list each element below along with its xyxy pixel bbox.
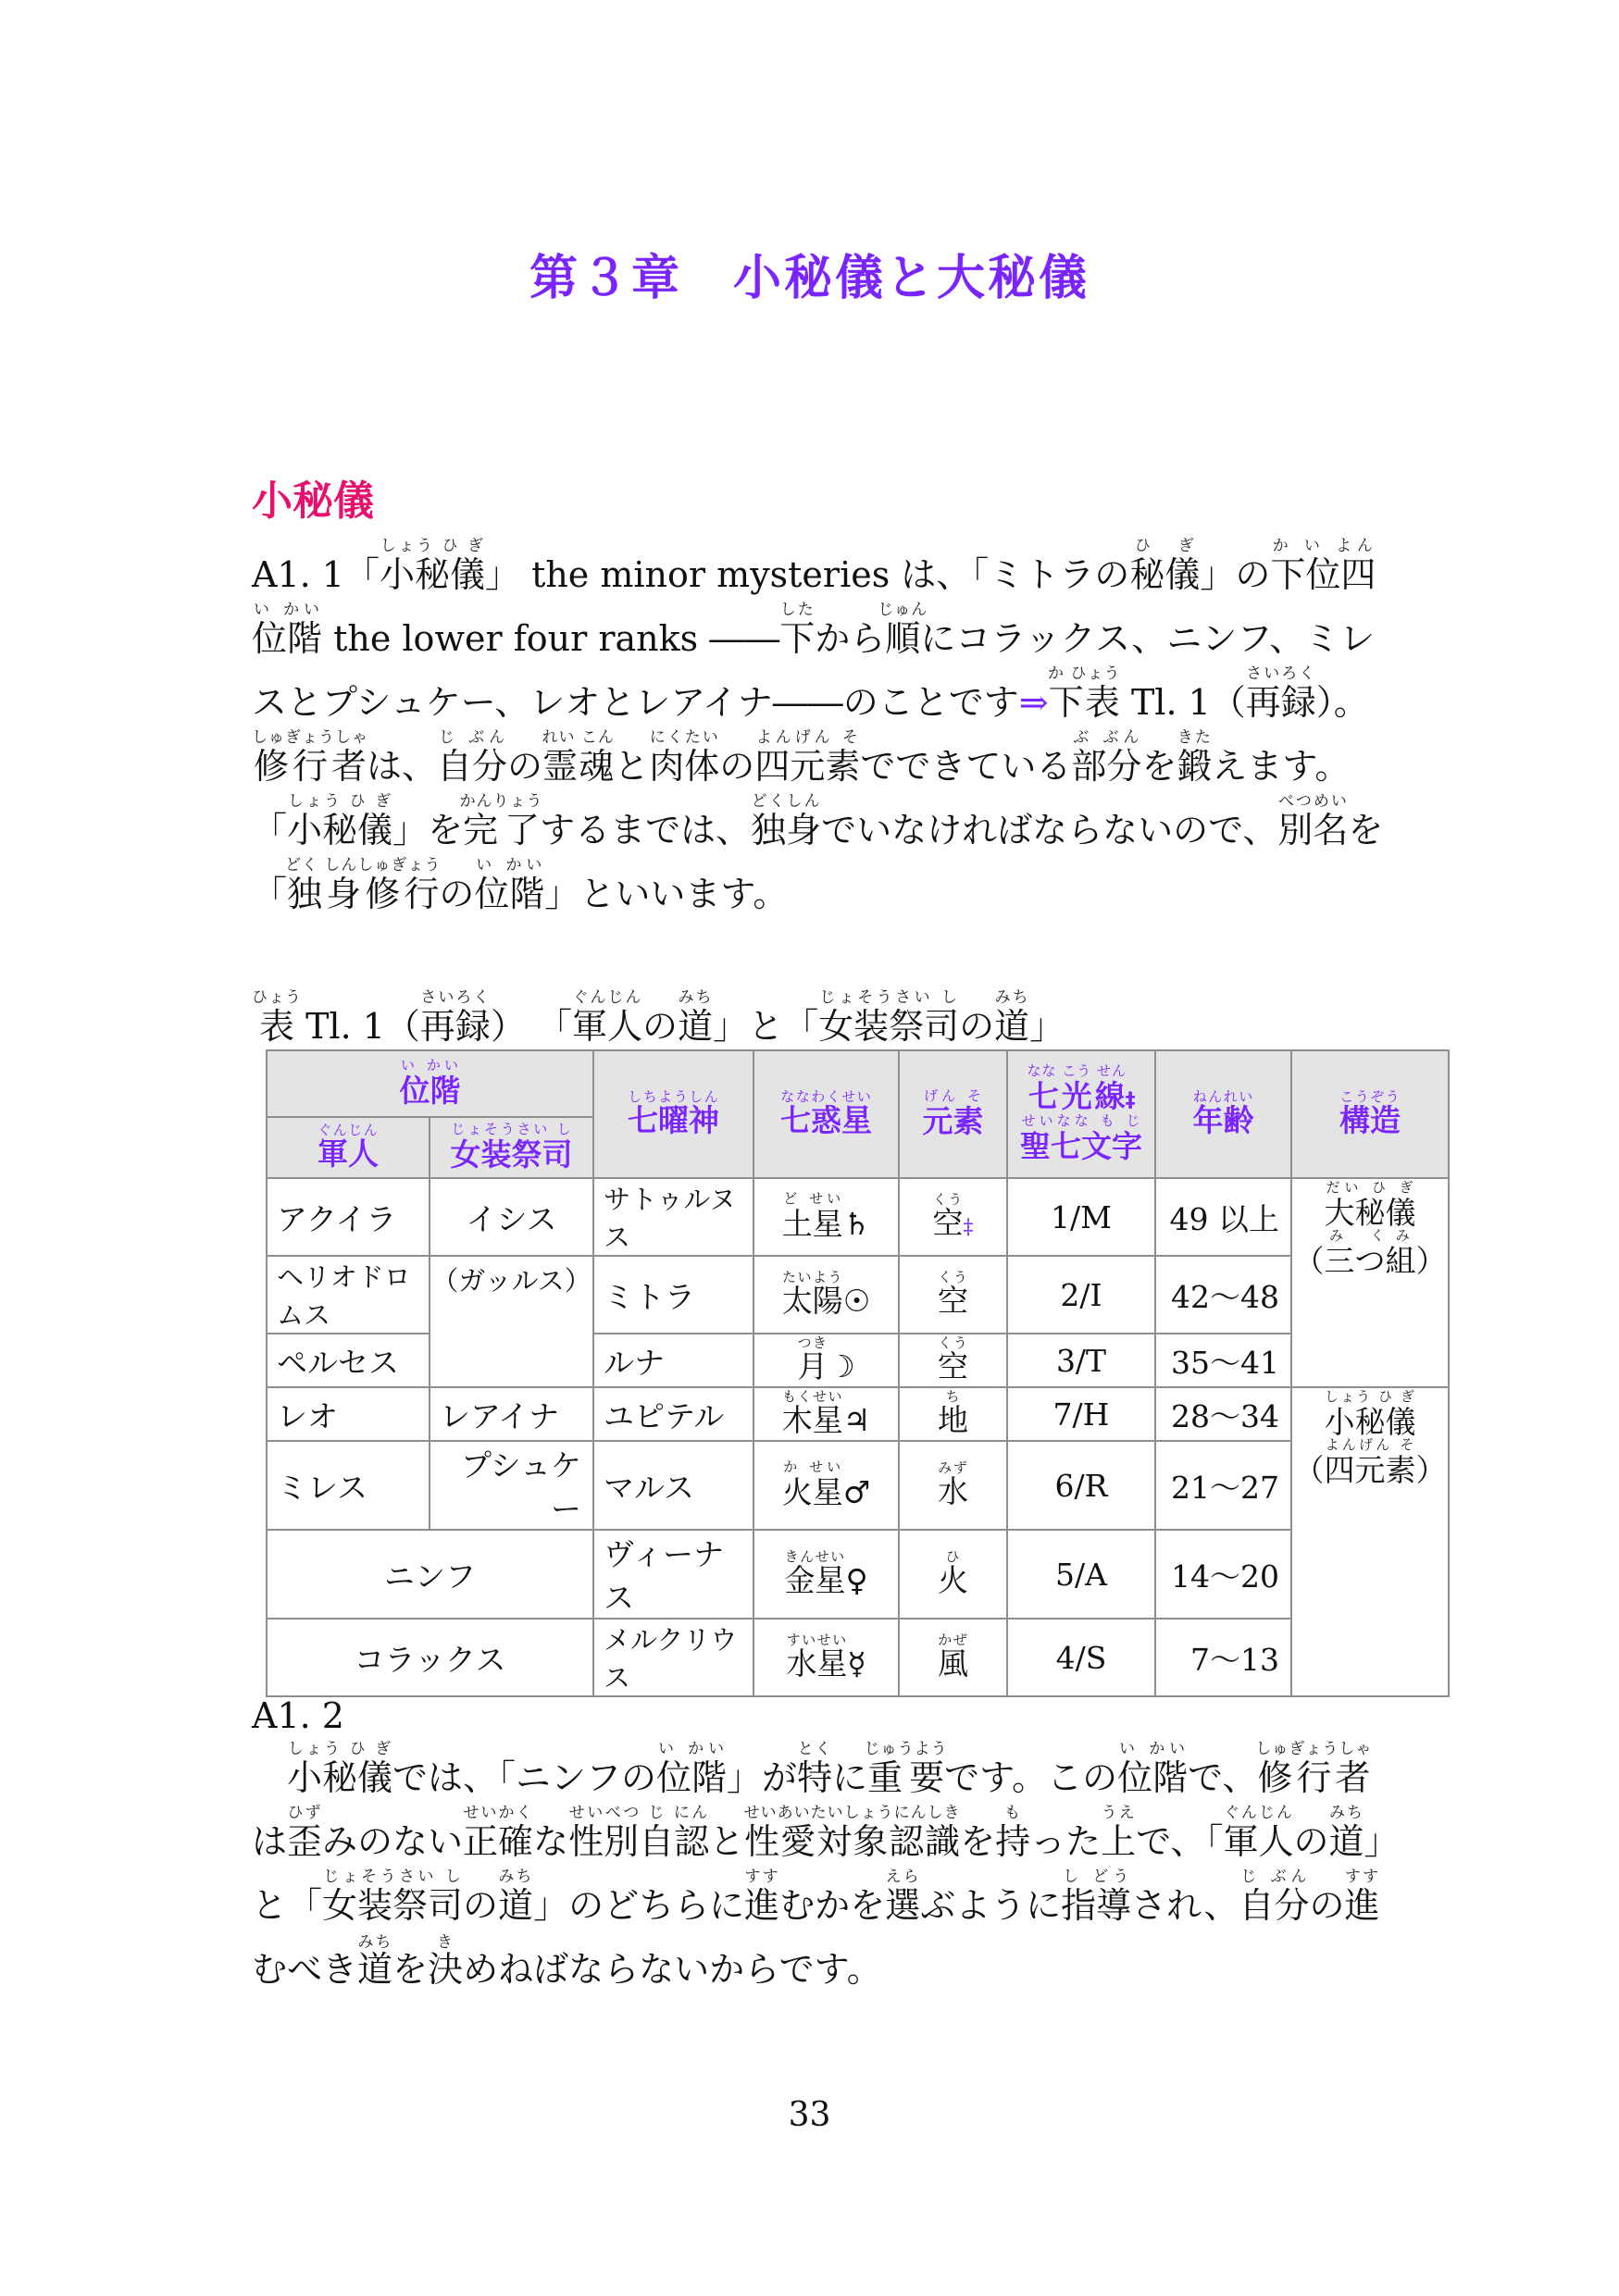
age-cell: 28～34 bbox=[1155, 1387, 1291, 1441]
god-cell: ヴィーナス bbox=[593, 1530, 753, 1619]
element-cell: 火ひ bbox=[899, 1530, 1007, 1619]
element-cell: 風かぜ bbox=[899, 1619, 1007, 1696]
table-row bbox=[267, 1619, 1449, 1696]
soldier-cell: ミレス bbox=[267, 1441, 430, 1530]
element-cell: 空くう‡ bbox=[899, 1178, 1007, 1256]
planet-cell: 月つき☽ bbox=[753, 1334, 899, 1387]
priest-cell: （ガッルス） bbox=[430, 1256, 593, 1387]
header-soldier: 軍人ぐんじん bbox=[267, 1117, 430, 1178]
chapter-title: 第３章 小秘儀と大秘儀 bbox=[529, 251, 1090, 306]
soldier-cell: アクイラ bbox=[267, 1178, 430, 1256]
age-cell: 49 以上 bbox=[1155, 1178, 1291, 1256]
planet-cell: 水星すいせい☿ bbox=[753, 1619, 899, 1696]
venus-symbol-icon: ♀ bbox=[845, 1562, 868, 1598]
priest-cell: イシス bbox=[430, 1178, 593, 1256]
planet-cell: 火星か せい♂ bbox=[753, 1441, 899, 1530]
ray-cell: 6/R bbox=[1007, 1441, 1155, 1530]
element-cell: 空くう bbox=[899, 1334, 1007, 1387]
ray-cell: 7/H bbox=[1007, 1387, 1155, 1441]
moon-symbol-icon: ☽ bbox=[828, 1348, 855, 1384]
ray-cell: 2/I bbox=[1007, 1256, 1155, 1334]
planet-cell: 太陽たいよう☉ bbox=[753, 1256, 899, 1334]
paragraph-a1-2-label: A1. 2 bbox=[252, 1695, 344, 1736]
soldier-cell: ペルセス bbox=[267, 1334, 430, 1387]
saturn-symbol-icon: ♄ bbox=[842, 1206, 871, 1242]
planet-cell: 土星ど せい♄ bbox=[753, 1178, 899, 1256]
god-cell: ユピテル bbox=[593, 1387, 753, 1441]
header-element: 元素げん そ bbox=[899, 1050, 1007, 1178]
shared-rank-cell: コラックス bbox=[267, 1619, 593, 1696]
god-cell: サトゥルヌス bbox=[593, 1178, 753, 1256]
god-cell: ミトラ bbox=[593, 1256, 753, 1334]
sun-symbol-icon: ☉ bbox=[842, 1283, 871, 1319]
age-cell: 35～41 bbox=[1155, 1334, 1291, 1387]
table-row bbox=[267, 1387, 1449, 1441]
god-cell: ルナ bbox=[593, 1334, 753, 1387]
header-age: 年齢ねんれい bbox=[1155, 1050, 1291, 1178]
shared-rank-cell: ニンフ bbox=[267, 1530, 593, 1619]
soldier-cell: レオ bbox=[267, 1387, 430, 1441]
planet-cell: 金星きんせい♀ bbox=[753, 1530, 899, 1619]
age-cell: 14～20 bbox=[1155, 1530, 1291, 1619]
age-cell: 7～13 bbox=[1155, 1619, 1291, 1696]
element-cell: 水みず bbox=[899, 1441, 1007, 1530]
table-row bbox=[267, 1256, 1449, 1334]
structure-cell-greater: 大秘儀だい ひ ぎ （三つ組み くみ） bbox=[1291, 1178, 1449, 1387]
paragraph-a1-2: 小秘儀しょう ひ ぎでは、「ニンフの位階い かい」が特とくに重要じゅうようです。この位階い かいで、修行者しゅぎょうしゃは歪ひずみのない正確せいかくな性別自認せいべつ じ にんと性愛対象認識せいあいたいしょうにんしきを持もった上うえで、「軍人ぐんじんの道みち」と「女装祭司じょそうさい しの道みち」のどちらに進すすむかを選えらぶように指導し どうされ、自分じ ぶんの進すすむべき道みちを決きめねばならないからです。 bbox=[252, 1740, 1382, 1990]
soldier-cell: ヘリオドロムス bbox=[267, 1256, 430, 1334]
structure-cell-lesser: 小秘儀しょう ひ ぎ （四元素よんげん そ） bbox=[1291, 1387, 1449, 1696]
table-row bbox=[267, 1178, 1449, 1256]
ranks-table bbox=[266, 1049, 1450, 1697]
age-cell: 42～48 bbox=[1155, 1256, 1291, 1334]
header-planets: 七惑星ななわくせい bbox=[753, 1050, 899, 1178]
god-cell: マルス bbox=[593, 1441, 753, 1530]
ray-cell: 3/T bbox=[1007, 1334, 1155, 1387]
priest-cell: レアイナ bbox=[430, 1387, 593, 1441]
section-heading: 小秘儀 bbox=[252, 478, 374, 525]
dagger-mark: ‡ bbox=[1125, 1089, 1136, 1112]
header-rank: 位階い かい bbox=[267, 1050, 593, 1117]
age-cell: 21～27 bbox=[1155, 1441, 1291, 1530]
paragraph-a1-1-cont: 「小秘儀しょう ひ ぎ」を完了かんりょうするまでは、独身どくしんでいなければならないので、別名べつめいを「独身修行どく しんしゅぎょうの位階い かい」といいます。 bbox=[252, 792, 1384, 914]
planet-cell: 木星もくせい♃ bbox=[753, 1387, 899, 1441]
priest-cell: プシュケー bbox=[430, 1441, 593, 1530]
jupiter-symbol-icon: ♃ bbox=[842, 1402, 871, 1438]
element-cell: 空くう bbox=[899, 1256, 1007, 1334]
header-gods: 七曜神しちようしん bbox=[593, 1050, 753, 1178]
paragraph-a1-1: A1. 1「小秘儀しょう ひ ぎ」 the minor mysteries は、「ミトラの秘儀ひ ぎ」の下位四位階か い よん い かい the lower four ranks ――下したから順じゅんにコラックス、ニンフ、ミレスとプシュケー、レオとレアイナ――のことです⇒下表か ひょう Tl. 1（再録さいろく）。修行者しゅぎょうしゃは、自分じ ぶんの霊魂れい こんと肉体にくたいの四元素よんげん そでできている部分ぶ ぶんを鍛きたえます。 bbox=[252, 537, 1376, 787]
dagger-mark: ‡ bbox=[963, 1216, 974, 1239]
ray-cell: 4/S bbox=[1007, 1619, 1155, 1696]
header-structure: 構造こうぞう bbox=[1291, 1050, 1449, 1178]
table-row bbox=[267, 1441, 1449, 1530]
ray-cell: 5/A bbox=[1007, 1530, 1155, 1619]
god-cell: メルクリウス bbox=[593, 1619, 753, 1696]
element-cell: 地ち bbox=[899, 1387, 1007, 1441]
page-number: 33 bbox=[788, 2096, 831, 2134]
mars-symbol-icon: ♂ bbox=[842, 1474, 871, 1510]
arrow-icon: ⇒ bbox=[1018, 682, 1049, 723]
table-row bbox=[267, 1530, 1449, 1619]
header-rays-letters: 七光線なな こう せん‡ 聖七文字せいなな も じ bbox=[1007, 1050, 1155, 1178]
table-caption: 表ひょう Tl. 1（再録さいろく） 「軍人ぐんじんの道みち」と「女装祭司じょそうさい しの道みち」 bbox=[252, 988, 1065, 1047]
header-priest: 女装祭司じょそうさい し bbox=[430, 1117, 593, 1178]
mercury-symbol-icon: ☿ bbox=[847, 1645, 866, 1682]
ray-cell: 1/M bbox=[1007, 1178, 1155, 1256]
